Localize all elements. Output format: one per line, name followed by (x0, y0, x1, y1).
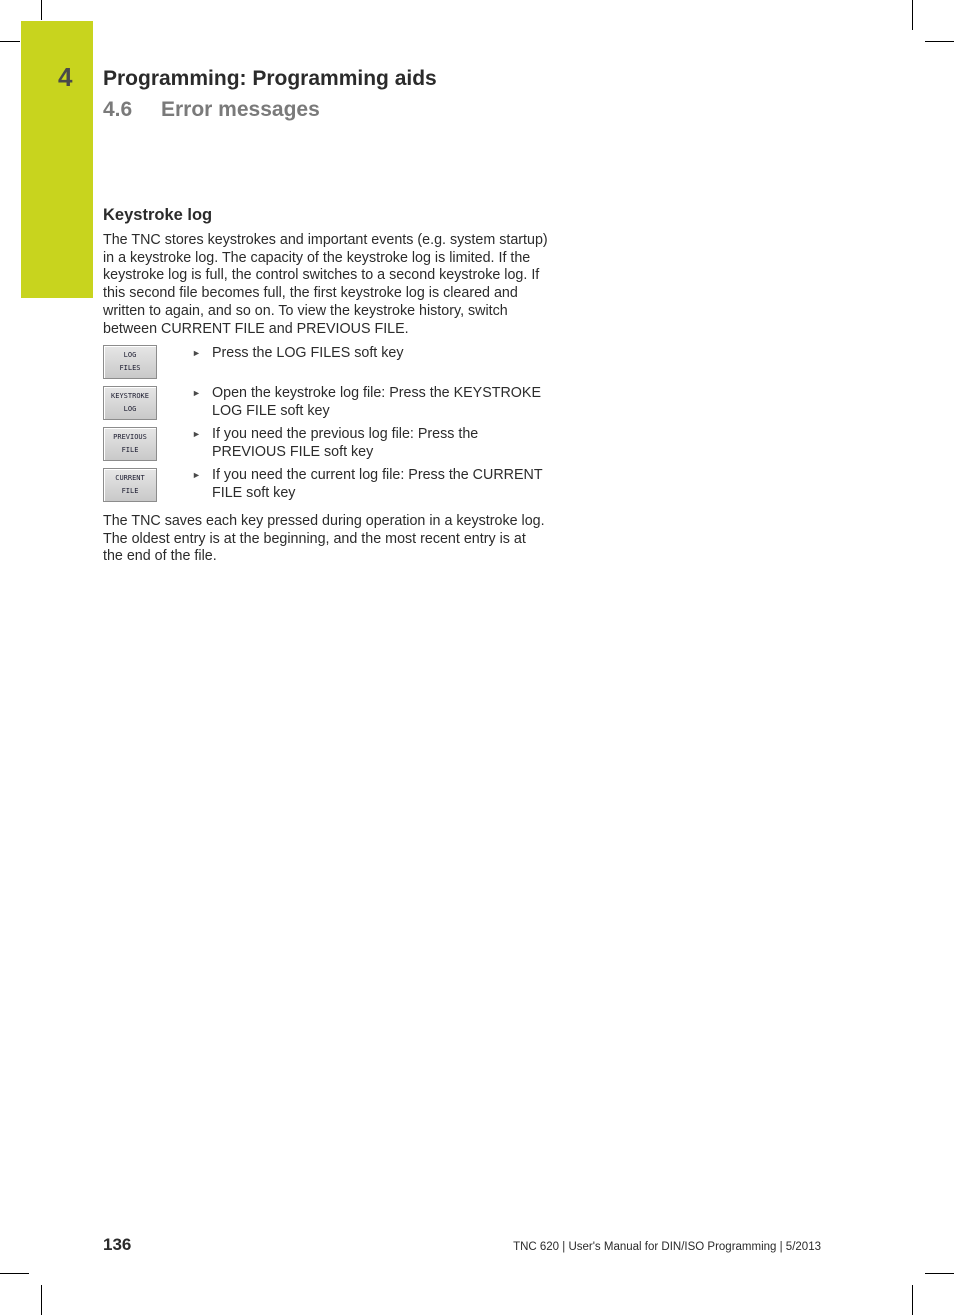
softkey-previous-file[interactable] (103, 427, 157, 461)
crop-mark (0, 41, 20, 42)
step-text: Open the keystroke log file: Press the KEYSTROKE LOG FILE soft key (212, 385, 541, 419)
step-text: If you need the previous log file: Press the PREVIOUS FILE soft key (212, 426, 479, 460)
softkey-log-files[interactable] (103, 345, 157, 379)
crop-mark (925, 1273, 954, 1274)
section-title: Error messages (161, 98, 320, 121)
softkey-label: LOG (123, 351, 137, 359)
heading-keystroke-log: Keystroke log (103, 206, 213, 224)
softkey-label: FILES (119, 364, 141, 372)
step-text: If you need the current log file: Press the CURRENT FILE soft key (212, 467, 543, 501)
page-number: 136 (103, 1235, 132, 1254)
crop-mark (912, 0, 913, 30)
intro-paragraph: The TNC stores keystrokes and important events (e.g. system startup) in a keystroke log. The capacity of the keystroke log is limited. If the keystroke log is full, the control switches to a second keystroke log. If this second file becomes full, the first keystroke log is cleared and written to again, and so on. To view the keystroke history, switch between CURRENT FILE and PREVIOUS FILE. (103, 232, 548, 337)
crop-mark (0, 1273, 29, 1274)
step-arrow-icon: ► (192, 348, 201, 358)
section-number: 4.6 (103, 98, 133, 121)
softkey-label: PREVIOUS (113, 433, 147, 441)
softkey-current-file[interactable] (103, 468, 157, 502)
footer-text: TNC 620 | User's Manual for DIN/ISO Programming | 5/2013 (513, 1241, 821, 1253)
softkey-label: CURRENT (115, 474, 145, 482)
step-arrow-icon: ► (192, 470, 201, 480)
softkey-label: KEYSTROKE (111, 392, 149, 400)
softkey-label: FILE (121, 487, 139, 495)
chapter-number: 4 (58, 62, 73, 92)
step-text: Press the LOG FILES soft key (212, 345, 404, 361)
softkey-keystroke-log[interactable] (103, 386, 157, 420)
crop-mark (925, 41, 954, 42)
section-header (103, 98, 320, 122)
crop-mark (912, 1285, 913, 1315)
chapter-tab (21, 21, 93, 298)
softkey-label: LOG (123, 405, 137, 413)
closing-paragraph: The TNC saves each key pressed during operation in a keystroke log. The oldest entry is at the beginning, and the most recent entry is at the end of the file. (103, 513, 545, 565)
crop-mark (41, 1285, 42, 1315)
step-arrow-icon: ► (192, 429, 201, 439)
crop-mark (41, 0, 42, 20)
softkey-label: FILE (121, 446, 139, 454)
step-arrow-icon: ► (192, 388, 201, 398)
chapter-title: Programming: Programming aids (103, 67, 437, 90)
